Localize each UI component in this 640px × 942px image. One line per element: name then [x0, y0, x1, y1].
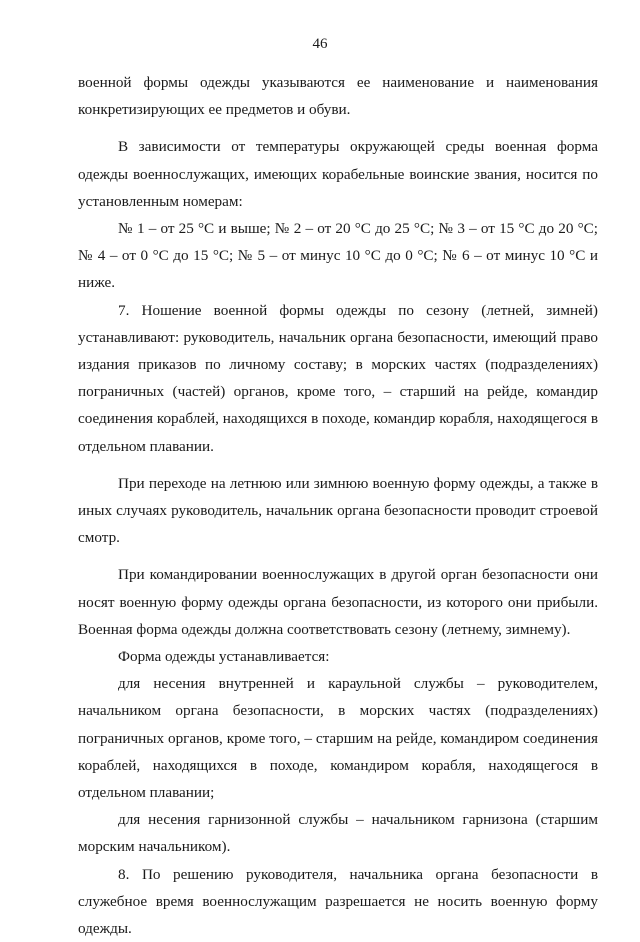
- paragraph-4: 7. Ношение военной формы одежды по сезону (летней, зимней) устанавливают: руководитель, начальник органа безопасности, имеющий право издания приказов по личному составу; в морских частях (подразделениях) пограничных (частей) органов, кроме того, – старший на рейде, командир соединения кораблей, находящихся в походе, командир корабля, находящегося в отдельном плавании.: [78, 301, 598, 455]
- document-body: [78, 69, 598, 942]
- page-number: 46: [312, 36, 328, 52]
- paragraph-5: При переходе на летнюю или зимнюю военную форму одежды, а также в иных случаях руководитель, начальник органа безопасности проводит строевой смотр.: [78, 474, 598, 547]
- paragraph-2: В зависимости от температуры окружающей среды военная форма одежды военнослужащих, имеющих корабельные воинские звания, носится по установленным номерам:: [78, 138, 598, 210]
- paragraph-3: № 1 – от 25 °С и выше; № 2 – от 20 °С до 25 °С; № 3 – от 15 °С до 20 °С; № 4 – от 0 °С до 15 °С; № 5 – от минус 10 °С до 0 °С; № 6 – от минус 10 °С и ниже.: [78, 220, 598, 292]
- paragraph-6: При командировании военнослужащих в другой орган безопасности они носят военную форму одежды органа безопасности, из которого они прибыли. Военная форма одежды должна соответствовать сезону (летнему, зимнему).: [78, 566, 598, 638]
- paragraph-9: для несения гарнизонной службы – начальником гарнизона (старшим морским начальником).: [78, 811, 598, 856]
- paragraph-1: военной формы одежды указываются ее наименование и наименования конкретизирующих ее предметов и обуви.: [78, 74, 598, 119]
- paragraph-7: Форма одежды устанавливается:: [118, 648, 330, 666]
- paragraph-10: 8. По решению руководителя, начальника органа безопасности в служебное время военнослужащим разрешается не носить военную форму одежды.: [78, 865, 598, 938]
- paragraph-8: для несения внутренней и караульной службы – руководителем, начальником органа безопасности, в морских частях (подразделениях) пограничных органов, кроме того, – старшим на рейде, командиром соединения кораблей, находящихся в походе, командиром корабля, находящегося в отдельном плавании;: [78, 675, 598, 802]
